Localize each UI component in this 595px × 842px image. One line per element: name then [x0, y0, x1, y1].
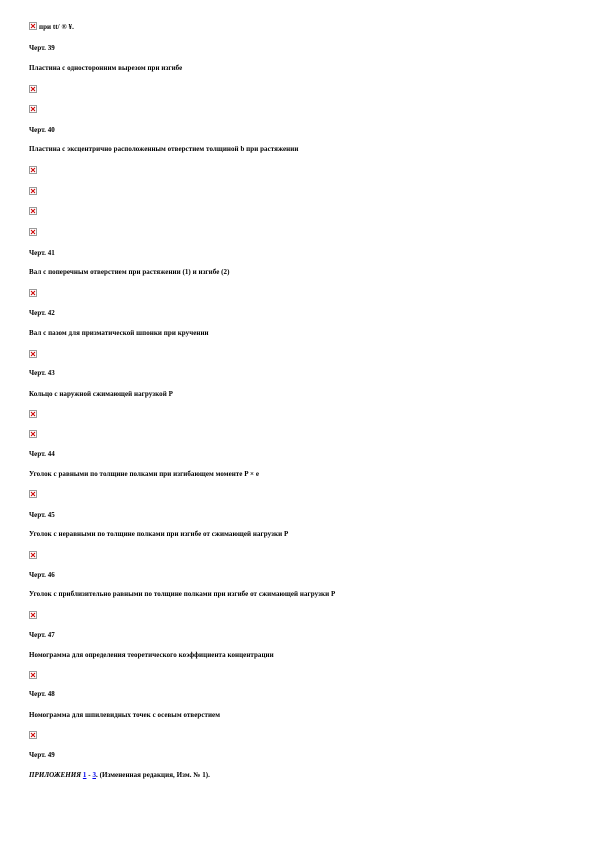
appendix-link-3[interactable]: 3 [92, 771, 96, 779]
chart-label: Черт. 42 [29, 309, 55, 317]
broken-image-icon [29, 228, 37, 236]
broken-image-icon [29, 551, 37, 559]
broken-image-icon [29, 430, 37, 438]
chart-label: Черт. 49 [29, 751, 55, 759]
chart-caption: Номограмма для определения теоретического коэффициента концентрации [29, 651, 274, 659]
chart-caption: Пластина с односторонним вырезом при изгибе [29, 64, 183, 72]
broken-image-icon [29, 85, 37, 93]
top-line [29, 22, 74, 32]
chart-caption: Уголок с приблизительно равными по толщине полками при изгибе от сжимающей нагрузки P [29, 590, 336, 598]
chart-label: Черт. 44 [29, 450, 55, 458]
broken-image-icon [29, 105, 37, 113]
chart-caption: Уголок с равными по толщине полками при изгибающем моменте P × e [29, 470, 259, 478]
broken-image-icon [29, 671, 37, 679]
broken-image-icon [29, 490, 37, 498]
chart-caption: Кольцо с наружной сжимающей нагрузкой P [29, 390, 173, 398]
chart-caption: Номограмма для шпилевидных точек с осевым отверстием [29, 711, 221, 719]
broken-image-icon [29, 611, 37, 619]
chart-label: Черт. 39 [29, 44, 55, 52]
appendix-suffix: . (Измененная редакция, Изм. № 1). [96, 771, 210, 779]
appendix-prefix: ПРИЛОЖЕНИЯ [29, 771, 82, 779]
chart-caption: Вал с пазом для призматической шпонки при кручении [29, 329, 209, 337]
appendix-note [29, 771, 210, 780]
chart-label: Черт. 46 [29, 571, 55, 579]
chart-label: Черт. 47 [29, 631, 55, 639]
chart-caption: Уголок с неравными по толщине полками при изгибе от сжимающей нагрузки P [29, 530, 289, 538]
appendix-dash: - [86, 771, 93, 779]
chart-label: Черт. 41 [29, 249, 55, 257]
appendix-link-1[interactable]: 1 [82, 771, 87, 779]
broken-image-icon [29, 207, 37, 215]
broken-image-icon [29, 289, 37, 297]
chart-label: Черт. 48 [29, 690, 55, 698]
broken-image-icon [29, 350, 37, 358]
broken-image-icon [29, 731, 37, 739]
broken-image-icon [29, 410, 37, 418]
broken-image-icon [29, 22, 37, 30]
chart-label: Черт. 45 [29, 511, 55, 519]
top-line-text: при tt/ ® ¥. [39, 23, 74, 31]
broken-image-icon [29, 187, 37, 195]
broken-image-icon [29, 166, 37, 174]
chart-label: Черт. 40 [29, 126, 55, 134]
chart-caption: Пластина с эксцентрично расположенным отверстием толщиной b при растяжении [29, 145, 299, 153]
chart-caption: Вал с поперечным отверстием при растяжении (1) и изгибе (2) [29, 268, 230, 276]
chart-label: Черт. 43 [29, 369, 55, 377]
